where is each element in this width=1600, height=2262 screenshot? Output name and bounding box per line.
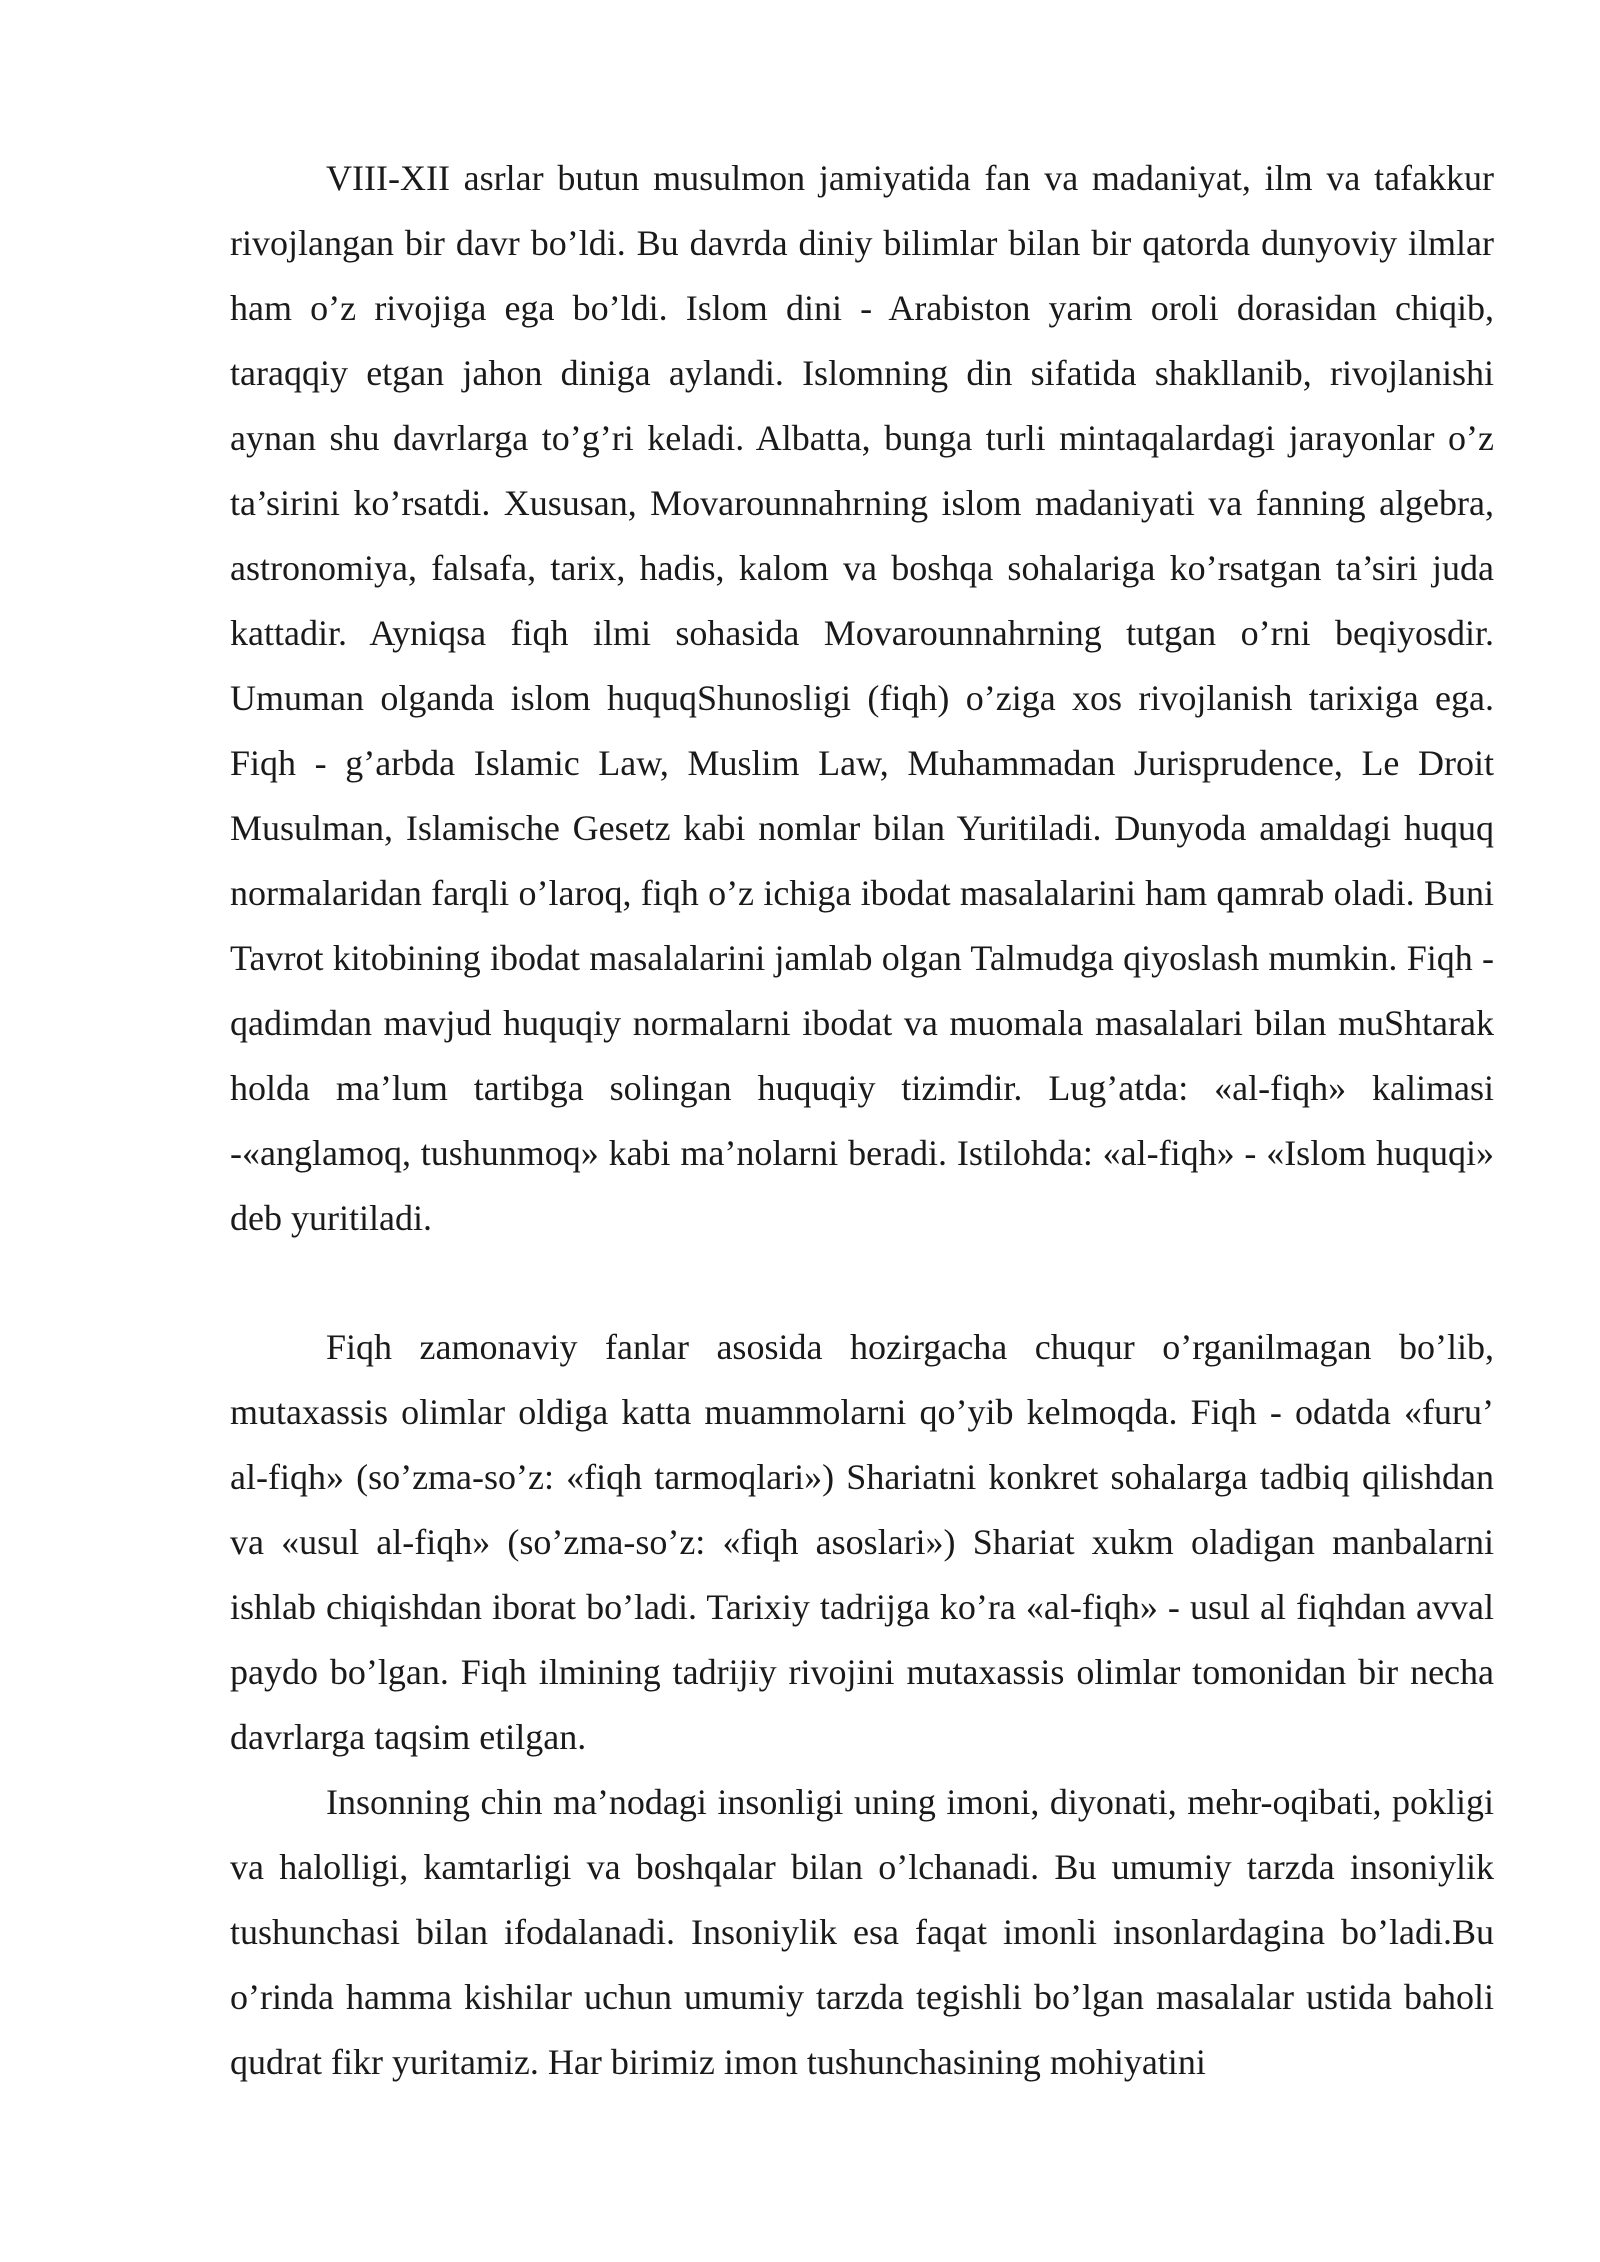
text-block-2 [230,1315,1494,2095]
text-block-1 [230,146,1494,1251]
paragraph-1: VIII-XII asrlar butun musulmon jamiyatida fan va madaniyat, ilm va tafakkur rivojlangan bir davr bo’ldi. Bu davrda diniy bilimlar bilan bir qatorda dunyoviy ilmlar ham o’z rivojiga ega bo’ldi. Islom dini - Arabiston yarim oroli dorasidan chiqib, taraqqiy etgan jahon diniga aylandi. Islomning din sifatida shakllanib, rivojlanishi aynan shu davrlarga to’g’ri keladi. Albatta, bunga turli mintaqalardagi jarayonlar o’z ta’sirini ko’rsatdi. Xususan, Movarounnahrning islom madaniyati va fanning algebra, astronomiya, falsafa, tarix, hadis, kalom va boshqa sohalariga ko’rsatgan ta’siri juda kattadir. Ayniqsa fiqh ilmi sohasida Movarounnahrning tutgan o’rni beqiyosdir. Umuman olganda islom huquqShunosligi (fiqh) o’ziga xos rivojlanish tarixiga ega. Fiqh - g’arbda Islamic Law, Muslim Law, Muhammadan Jurisprudence, Le Droit Musulman, Islamische Gesetz kabi nomlar bilan Yuritiladi. Dunyoda amaldagi huquq normalaridan farqli o’laroq, fiqh o’z ichiga ibodat masalalarini ham qamrab oladi. Buni Tavrot kitobining ibodat masalalarini jamlab olgan Talmudga qiyoslash mumkin. Fiqh - qadimdan mavjud huquqiy normalarni ibodat va muomala masalalari bilan muShtarak holda ma’lum tartibga solingan huquqiy tizimdir. Lug’atda: «al-fiqh» kalimasi -«anglamoq, tushunmoq» kabi ma’nolarni beradi. Istilohda: «al-fiqh» - «Islom huquqi» deb yuritiladi. [230,158,1494,1238]
paragraph-3: Insonning chin ma’nodagi insonligi uning imoni, diyonati, mehr-oqibati, pokligi va halolligi, kamtarligi va boshqalar bilan o’lchanadi. Bu umumiy tarzda insoniylik tushunchasi bilan ifodalanadi. Insoniylik esa faqat imonli insonlardagina bo’ladi.Bu o’rinda hamma kishilar uchun umumiy tarzda tegishli bo’lgan masalalar ustida baholi qudrat fikr yuritamiz. Har birimiz imon tushunchasining mohiyatini [230,1782,1494,2082]
paragraph-2: Fiqh zamonaviy fanlar asosida hozirgacha chuqur o’rganilmagan bo’lib, mutaxassis olimlar oldiga katta muammolarni qo’yib kelmoqda. Fiqh - odatda «furu’ al-fiqh» (so’zma-so’z: «fiqh tarmoqlari») Shariatni konkret sohalarga tadbiq qilishdan va «usul al-fiqh» (so’zma-so’z: «fiqh asoslari») Shariat xukm oladigan manbalarni ishlab chiqishdan iborat bo’ladi. Tarixiy tadrijga ko’ra «al-fiqh» - usul al fiqhdan avval paydo bo’lgan. Fiqh ilmining tadrijiy rivojini mutaxassis olimlar tomonidan bir necha davrlarga taqsim etilgan. [230,1327,1494,1757]
